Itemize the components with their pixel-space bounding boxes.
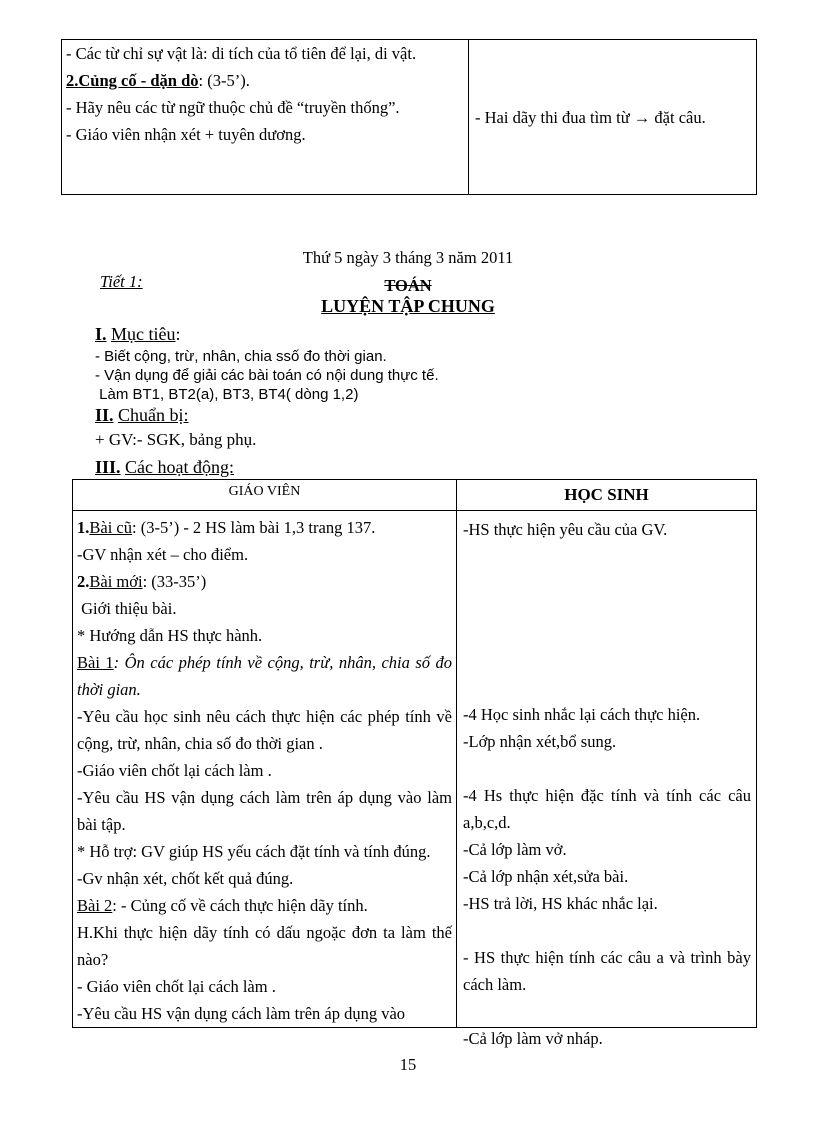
section-num: 2. (66, 71, 79, 90)
teacher-line: - Giáo viên chốt lại cách làm . (77, 977, 276, 996)
header-teacher: GIÁO VIÊN (73, 480, 457, 511)
top-table-left-cell (62, 40, 469, 195)
section-title: Củng cố - dặn dò (78, 71, 199, 90)
student-line: -Cả lớp nhận xét,sửa bài. (463, 867, 629, 886)
teacher-line: * Hỗ trợ: GV giúp HS yếu cách đặt tính và tính đúng. (77, 842, 431, 861)
objectives-list (95, 347, 439, 404)
student-line: -Cả lớp làm vở nháp. (463, 1029, 603, 1048)
student-line: -4 Hs thực hiện đặc tính và tính các câu a,b,c,d. (463, 786, 751, 832)
teacher-line: Giới thiệu bài. (77, 599, 177, 618)
exercise-1-rest: : Ôn các phép tính về cộng, trừ, nhân, chia số đo thời gian. (77, 653, 452, 699)
section-time: : (3-5’). (198, 71, 250, 90)
activity-table-body (73, 511, 757, 1028)
preparation-line: + GV:- SGK, bảng phụ. (95, 430, 257, 449)
page-number: 15 (399, 1055, 417, 1074)
header-student: HỌC SINH (457, 480, 757, 511)
activities-heading (95, 457, 234, 478)
teacher-line: -Yêu cầu HS vận dụng cách làm trên áp dụng vào làm bài tập. (77, 788, 452, 834)
activities-num: III. (95, 457, 121, 477)
teacher-line: H.Khi thực hiện dãy tính có dấu ngoặc đơn ta làm thế nào? (77, 923, 452, 969)
date-line: Thứ 5 ngày 3 tháng 3 năm 2011 (302, 248, 514, 267)
student-line: -HS thực hiện yêu cầu của GV. (463, 520, 668, 539)
objective-item: - Vận dụng để giải các bài toán có nội dung thực tế. (95, 367, 439, 384)
student-line: -4 Học sinh nhắc lại cách thực hiện. (463, 705, 701, 724)
top-right-text: - Hai dãy thi đua tìm từ → đặt câu. (475, 107, 706, 127)
objectives-colon: : (175, 324, 181, 344)
preparation-heading (95, 405, 189, 426)
objectives-title: Mục tiêu (111, 324, 176, 344)
activity-table-header (73, 480, 757, 511)
subject-title: TOÁN (384, 276, 432, 295)
objective-item: - Biết cộng, trừ, nhân, chia ssố đo thời gian. (95, 348, 387, 365)
objectives-num: I. (95, 324, 107, 344)
old-lesson-num: 1. (77, 518, 90, 537)
old-lesson-rest: : (3-5’) - 2 HS làm bài 1,3 trang 137. (132, 518, 376, 537)
teacher-line: -Yêu cầu HS vận dụng cách làm trên áp dụng vào (77, 1004, 406, 1023)
teacher-line: -Giáo viên chốt lại cách làm . (77, 761, 272, 780)
top-table (61, 39, 757, 195)
old-lesson-title: Bài cũ (89, 518, 132, 537)
teacher-line: -Yêu cầu học sinh nêu cách thực hiện các phép tính về cộng, trừ, nhân, chia số đo thời gian . (77, 707, 452, 753)
period-label: Tiết 1: (100, 272, 143, 291)
activities-title: Các hoạt động: (125, 457, 234, 477)
teacher-column (73, 511, 457, 1028)
teacher-line: -GV nhận xét – cho điểm. (77, 545, 249, 564)
student-line: -HS trả lời, HS khác nhắc lại. (463, 894, 658, 913)
activity-table (72, 479, 757, 1048)
student-line: -Lớp nhận xét,bổ sung. (463, 732, 617, 751)
student-column (457, 511, 757, 1048)
new-lesson-num: 2. (77, 572, 90, 591)
teacher-old-lesson (77, 514, 452, 541)
teacher-line: -Gv nhận xét, chốt kết quả đúng. (77, 869, 294, 888)
new-lesson-rest: : (33-35’) (142, 572, 207, 591)
top-table-right-cell (469, 40, 757, 195)
student-line: - HS thực hiện tính các câu a và trình bày cách làm. (463, 948, 751, 994)
objective-item: Làm BT1, BT2(a), BT3, BT4( dòng 1,2) (95, 386, 359, 403)
exercise-2-rest: : - Củng cố về cách thực hiện dãy tính. (112, 896, 368, 915)
exercise-2-title: Bài 2 (77, 896, 113, 915)
new-lesson-title: Bài mới (89, 572, 143, 591)
student-line: -Cả lớp làm vở. (463, 840, 567, 859)
top-left-line-1: - Các từ chỉ sự vật là: di tích của tổ tiên để lại, di vật. (66, 44, 417, 63)
preparation-title: Chuẩn bị: (118, 405, 189, 425)
teacher-line: * Hướng dẫn HS thực hành. (77, 626, 263, 645)
preparation-num: II. (95, 405, 114, 425)
section-heading (66, 67, 464, 94)
top-left-line-2: - Hãy nêu các từ ngữ thuộc chủ đề “truyền thống”. (66, 98, 400, 117)
objectives-heading (95, 324, 181, 345)
exercise-1-title: Bài 1 (77, 653, 114, 672)
exercise-2 (77, 892, 452, 919)
exercise-1 (77, 649, 452, 703)
lesson-title: LUYỆN TẬP CHUNG (321, 296, 495, 316)
top-left-line-3: - Giáo viên nhận xét + tuyên dương. (66, 125, 306, 144)
teacher-new-lesson (77, 568, 452, 595)
